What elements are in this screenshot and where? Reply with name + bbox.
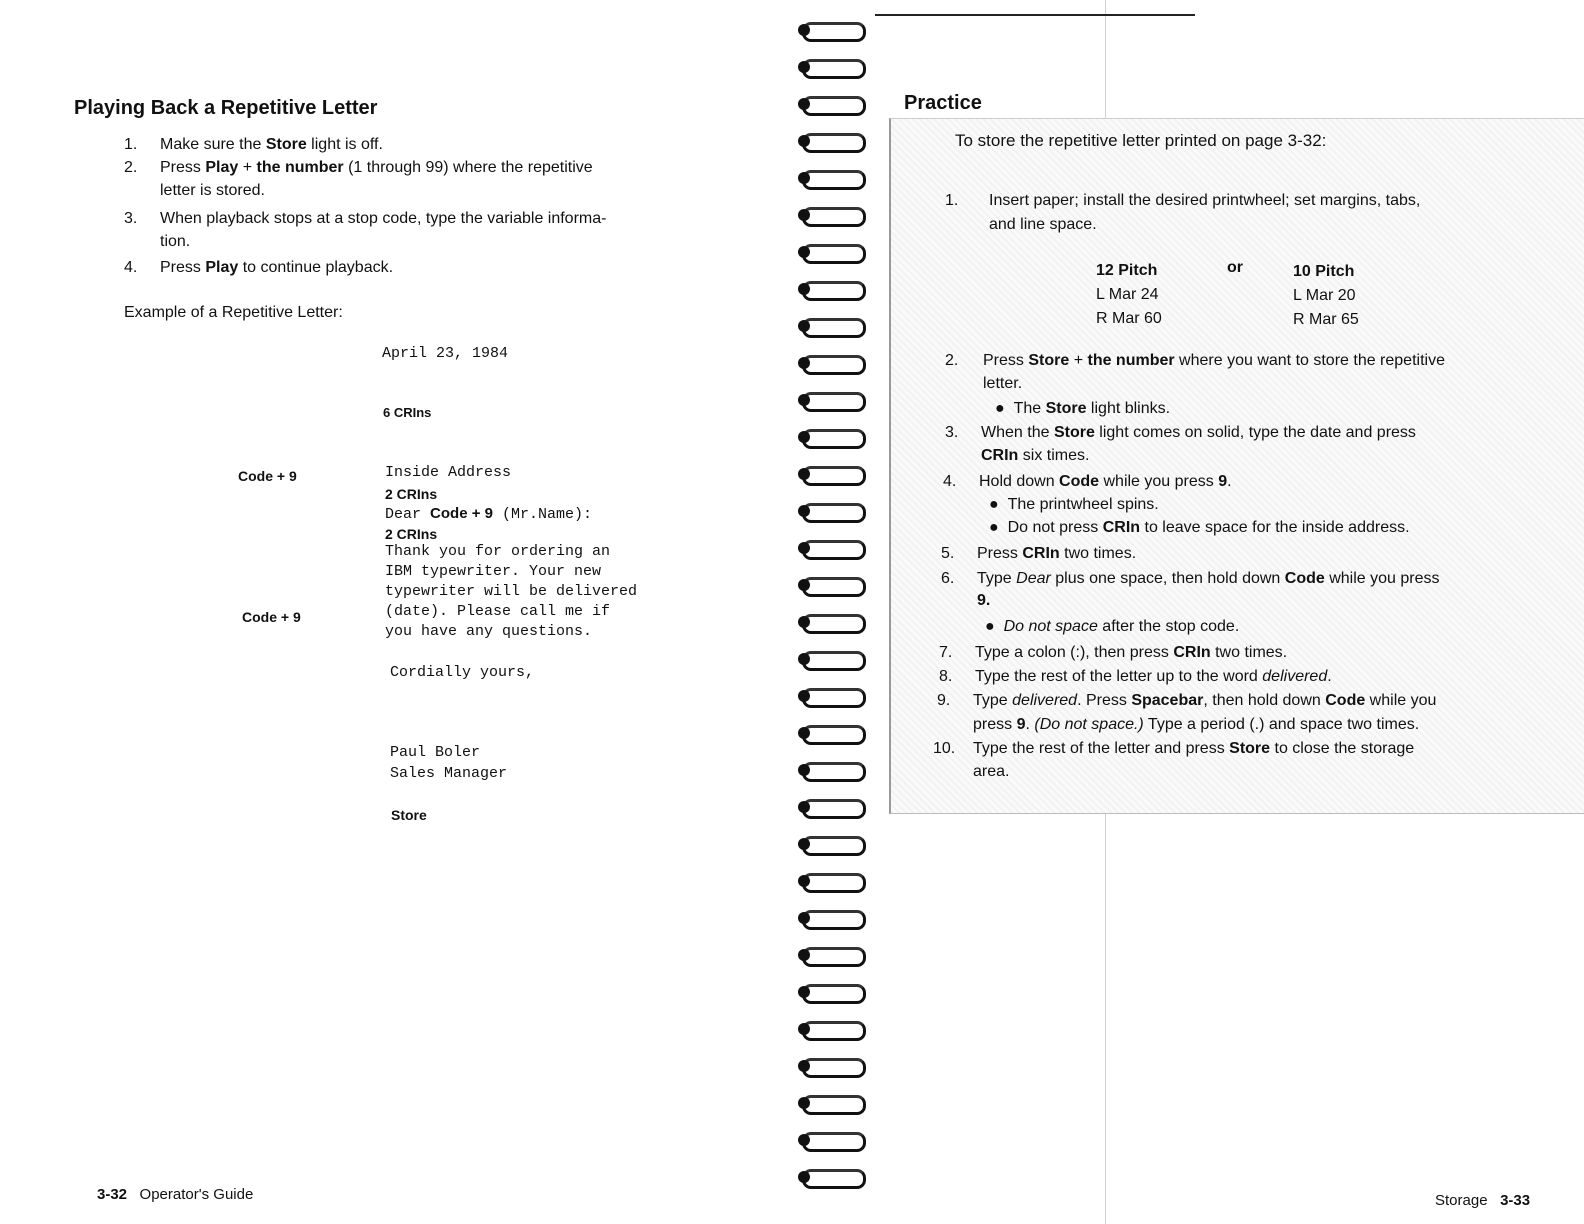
example-label: Example of a Repetitive Letter: bbox=[124, 304, 343, 321]
list-item: 6. Type Dear plus one space, then hold down Code while you press 9. ● Do not space after the stop code. bbox=[941, 570, 1440, 635]
pitch-col-12: 12 Pitch L Mar 24 R Mar 60 bbox=[1096, 262, 1162, 327]
list-item: 2. Press Play + the number (1 through 99) where the repetitive letter is stored. bbox=[124, 159, 593, 199]
top-rule bbox=[875, 14, 1195, 16]
practice-intro: To store the repetitive letter printed on page 3-32: bbox=[955, 131, 1327, 150]
spiral-binding bbox=[790, 0, 875, 1224]
letter-crins-2: 2 CRIns bbox=[385, 526, 438, 542]
letter-date: April 23, 1984 bbox=[382, 345, 509, 362]
list-item: 4. Hold down Code while you press 9. ● The printwheel spins. ● Do not press CRIn to leave space for the inside address. bbox=[943, 473, 1410, 536]
list-item: 10. Type the rest of the letter and press Store to close the storage area. bbox=[933, 740, 1415, 780]
pitch-or: or bbox=[1227, 259, 1243, 276]
section-heading: Practice bbox=[904, 92, 982, 114]
page-footer: Storage 3-33 bbox=[1435, 1192, 1531, 1209]
pitch-col-10: 10 Pitch L Mar 20 R Mar 65 bbox=[1293, 263, 1359, 328]
letter-closing: Cordially yours, bbox=[390, 664, 535, 681]
practice-box: To store the repetitive letter printed on page 3-32: 1. Insert paper; install the desired printwheel; set margins, tabs, and line space. 12 Pitch L Mar 24 R Mar 60 or 10 Pitch L Mar 20 R Mar 65 2. Press Store + the number where you want to store the repetitive letter. ● The Store light blinks. 3. When the Store light comes on solid, type the date and press CRIn six times. 4. Hold down Code while you press 9. ● The printwheel spins. ● Do not press CRIn to leave space for the inside address. 5. Press CRIn two times. 6. Type Dear plus one space, then hold down Code while you press 9. ● Do not space after the stop code. 7. Type a colon (:), then press CRIn two times. 8. Type the rest of the letter up to the word delivered. 9. Type delivered. Press Spacebar, then hold down Code while you press 9. (Do not space.) Type a period (.) and space two times. 10. Type the rest of the letter and press Store to close the storage area. bbox=[889, 118, 1584, 814]
code-label: Code + 9 bbox=[242, 609, 301, 625]
signature-name: Paul Boler bbox=[390, 744, 481, 761]
letter-crins-6: 6 CRIns bbox=[383, 405, 432, 420]
list-item: 3. When playback stops at a stop code, type the variable informa- tion. bbox=[124, 210, 607, 250]
signature-title: Sales Manager bbox=[390, 765, 508, 782]
letter-body: Thank you for ordering an IBM typewriter. Your new typewriter will be delivered (date). Please call me if you have any questions. bbox=[385, 543, 638, 640]
list-item: 1. Insert paper; install the desired printwheel; set margins, tabs, and line space. bbox=[945, 192, 1421, 233]
list-item: 3. When the Store light comes on solid, type the date and press CRIn six times. bbox=[945, 424, 1416, 464]
right-page bbox=[875, 0, 1584, 1224]
page-heading: Playing Back a Repetitive Letter bbox=[74, 97, 378, 119]
code-label: Code + 9 bbox=[238, 468, 297, 484]
letter-crins-2: 2 CRIns bbox=[385, 486, 438, 502]
salutation: Dear Code + 9 (Mr.Name): bbox=[385, 505, 592, 523]
left-page: Playing Back a Repetitive Letter 1. Make sure the Store light is off. 2. Press Play + the number (1 through 99) where the repetitive letter is stored. 3. When playback stops at a stop code, type the variable informa- tion. 4. Press Play to continue playback. Example of a Repetitive Letter: April 23, 1984 6 CRIns Code + 9 Inside Address 2 CRIns Dear Code + 9 (Mr.Name): 2 CRIns Thank you for ordering an IBM typewriter. Your new typewriter will be delivered (date). Please call me if you have any questions. Code + 9 Cordially yours, Paul Boler Sales Manager Store 3-32 Operator's Guide bbox=[0, 0, 790, 1224]
page-footer: 3-32 Operator's Guide bbox=[97, 1186, 254, 1203]
inside-address: Inside Address bbox=[385, 464, 512, 481]
list-item: 2. Press Store + the number where you want to store the repetitive letter. ● The Store light blinks. bbox=[945, 352, 1445, 417]
store-instruction: Store bbox=[391, 807, 427, 823]
list-item: 9. Type delivered. Press Spacebar, then hold down Code while you press 9. (Do not space.) Type a period (.) and space two times. bbox=[937, 692, 1437, 733]
